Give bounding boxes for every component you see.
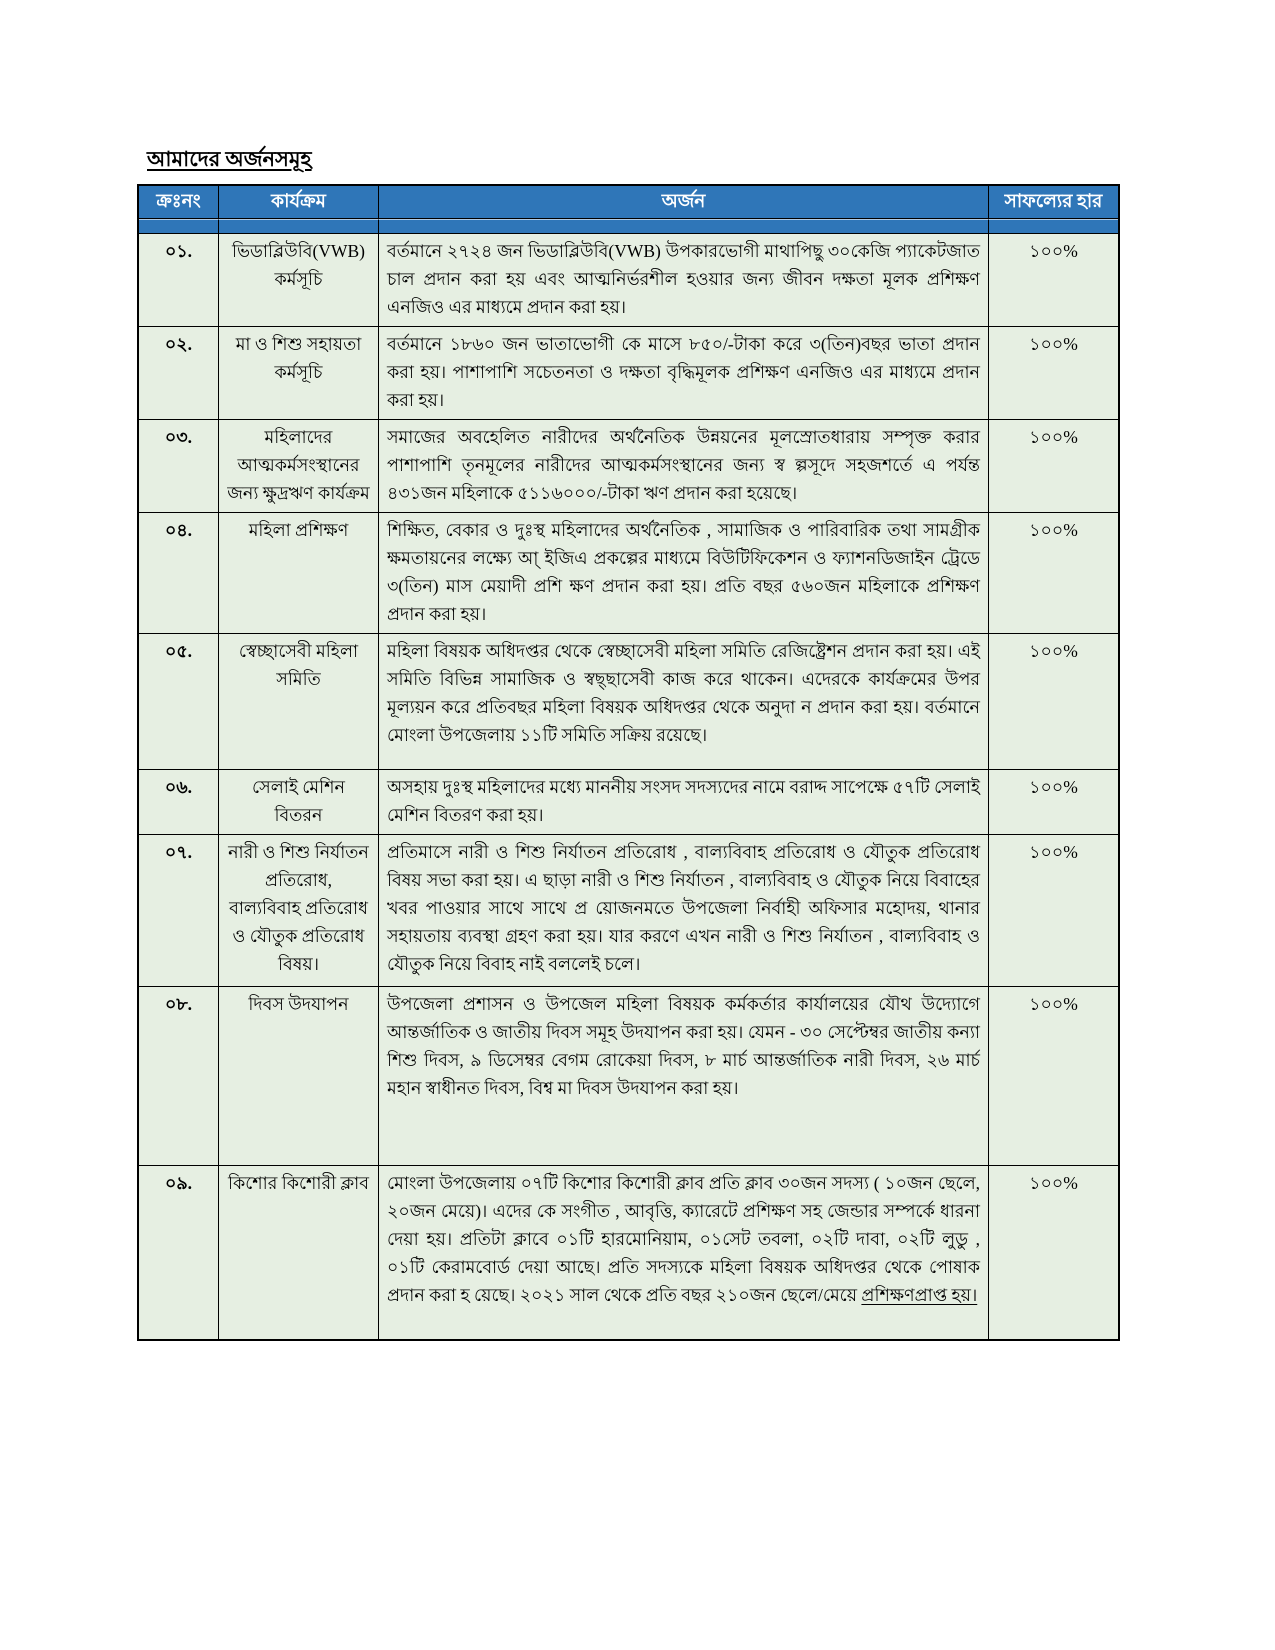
serial-cell: ০৩. xyxy=(139,420,219,513)
table-header-row xyxy=(139,186,1118,219)
document-page xyxy=(137,143,1122,1341)
program-cell: মা ও শিশু সহায়তা কর্মসূচি xyxy=(219,327,379,420)
serial-cell: ০৪. xyxy=(139,513,219,634)
header-strip-cell xyxy=(989,219,1118,234)
achievement-cell: উপজেলা প্রশাসন ও উপজেল মহিলা বিষয়ক কর্মকর্তার কার্যালয়ের যৌথ উদ্যোগে আন্তর্জাতিক ও জাতীয় দিবস সমূহ উদযাপন করা হয়। যেমন - ৩০ সেপ্টেম্বর জাতীয় কন্যা শিশু দিবস, ৯ ডিসেম্বর বেগম রোকেয়া দিবস, ৮ মার্চ আন্তর্জাতিক নারী দিবস, ২৬ মার্চ মহান স্বাধীনত দিবস, বিশ্ব মা দিবস উদযাপন করা হয়। xyxy=(379,987,989,1166)
rate-cell: ১০০% xyxy=(989,234,1118,327)
achievement-cell: মহিলা বিষয়ক অধিদপ্তর থেকে স্বেচ্ছাসেবী মহিলা সমিতি রেজিষ্ট্রেশন প্রদান করা হয়। এই সমিতি বিভিন্ন সামাজিক ও স্বছ্ছাসেবী কাজ করে থাকেন। এদেরকে কার্যক্রমের উপর মূল্যয়ন করে প্রতিবছর মহিলা বিষয়ক অধিদপ্তর থেকে অনুদা ন প্রদান করা হয়। বর্তমানে মোংলা উপজেলায় ১১টি সমিতি সক্রিয় রয়েছে। xyxy=(379,634,989,770)
rate-cell: ১০০% xyxy=(989,835,1118,987)
program-cell: স্বেচ্ছাসেবী মহিলা সমিতি xyxy=(219,634,379,770)
achievement-text: মোংলা উপজেলায় ০৭টি কিশোর কিশোরী ক্লাব প্রতি ক্লাব ৩০জন সদস্য ( ১০জন ছেলে, ২০জন মেয়ে)। এদের কে সংগীত , আবৃত্তি, ক্যারেটে প্রশিক্ষণ সহ জেন্ডার সম্পর্কে ধারনা দেয়া হয়। প্রতিটা ক্লাবে ০১টি হারমোনিয়াম, ০১সেট তবলা, ০২টি দাবা, ০২টি লুডু , ০১টি কেরামবোর্ড দেয়া আছে। প্রতি সদস্যকে মহিলা বিষয়ক অধিদপ্তর থেকে পোষাক প্রদান করা হ য়েছে। ২০২১ সাল থেকে প্রতি বছর ২১০জন ছেলে/মেয়ে xyxy=(387,1173,980,1306)
table-row xyxy=(139,835,1118,987)
header-strip-cell xyxy=(219,219,379,234)
table-row xyxy=(139,634,1118,770)
header-strip-cell xyxy=(139,219,219,234)
achievement-cell xyxy=(379,1166,989,1339)
header-strip-cell xyxy=(379,219,989,234)
achievement-cell: বর্তমানে ১৮৬০ জন ভাতাভোগী কে মাসে ৮৫০/-টাকা করে ৩(তিন)বছর ভাতা প্রদান করা হয়। পাশাপাশি সচেতনতা ও দক্ষতা বৃদ্ধিমূলক প্রশিক্ষণ এনজিও এর মাধ্যমে প্রদান করা হয়। xyxy=(379,327,989,420)
program-cell: দিবস উদযাপন xyxy=(219,987,379,1166)
table-row xyxy=(139,513,1118,634)
program-cell: সেলাই মেশিন বিতরন xyxy=(219,770,379,835)
table-row xyxy=(139,1166,1118,1339)
page-title: আমাদের অর্জনসমূহ xyxy=(147,147,312,171)
table-row xyxy=(139,770,1118,835)
rate-cell: ১০০% xyxy=(989,420,1118,513)
serial-cell: ০৮. xyxy=(139,987,219,1166)
table-header-strip-row xyxy=(139,219,1118,234)
achievements-table xyxy=(137,184,1120,1341)
program-cell: মহিলাদের আত্মকর্মসংস্থানের জন্য ক্ষুদ্রঋণ কার্যক্রম xyxy=(219,420,379,513)
header-success-rate: সাফল্যের হার xyxy=(989,186,1118,219)
serial-cell: ০৫. xyxy=(139,634,219,770)
program-cell: ভিডাব্লিউবি(VWB) কর্মসূচি xyxy=(219,234,379,327)
table-row xyxy=(139,987,1118,1166)
program-cell: কিশোর কিশোরী ক্লাব xyxy=(219,1166,379,1339)
achievement-cell: বর্তমানে ২৭২৪ জন ভিডাব্লিউবি(VWB) উপকারভোগী মাথাপিছু ৩০কেজি প্যাকেটজাত চাল প্রদান করা হয় এবং আত্মনির্ভরশীল হওয়ার জন্য জীবন দক্ষতা মূলক প্রশিক্ষণ এনজিও এর মাধ্যমে প্রদান করা হয়। xyxy=(379,234,989,327)
program-cell: নারী ও শিশু নির্যাতন প্রতিরোধ, বাল্যবিবাহ প্রতিরোধ ও যৌতুক প্রতিরোধ বিষয়। xyxy=(219,835,379,987)
rate-cell: ১০০% xyxy=(1029,1173,1078,1194)
achievement-underlined-text: প্রশিক্ষণপ্রাপ্ত হয়। xyxy=(861,1285,978,1306)
serial-cell: ০৭. xyxy=(139,835,219,987)
header-serial: ক্রঃনং xyxy=(139,186,219,219)
serial-cell: ০৬. xyxy=(139,770,219,835)
achievement-cell: শিক্ষিত, বেকার ও দুঃস্থ মহিলাদের অর্থনৈতিক , সামাজিক ও পারিবারিক তথা সামগ্রীক ক্ষমতায়নের লক্ষ্যে আ্ ইজিএ প্রকল্পের মাধ্যমে বিউটিফিকেশন ও ফ্যাশনডিজাইন ট্রেডে ৩(তিন) মাস মেয়াদী প্রশি ক্ষণ প্রদান করা হয়। প্রতি বছর ৫৬০জন মহিলাকে প্রশিক্ষণ প্রদান করা হয়। xyxy=(379,513,989,634)
table-row xyxy=(139,234,1118,327)
rate-cell: ১০০% xyxy=(989,770,1118,835)
header-achievement: অর্জন xyxy=(379,186,989,219)
achievement-cell: সমাজের অবহেলিত নারীদের অর্থনৈতিক উন্নয়নের মূলস্রোতধারায় সম্পৃক্ত করার পাশাপাশি তৃনমূলের নারীদের আত্মকর্মসংস্থানের জন্য স্ব ল্পসূদে সহজশর্তে এ পর্যন্ত ৪৩১জন মহিলাকে ৫১১৬০০০/-টাকা ঋণ প্রদান করা হয়েছে। xyxy=(379,420,989,513)
rate-cell: ১০০% xyxy=(989,634,1118,770)
serial-cell: ০১. xyxy=(139,234,219,327)
table-row xyxy=(139,327,1118,420)
rate-cell: ১০০% xyxy=(989,987,1118,1166)
rate-cell: ১০০% xyxy=(989,513,1118,634)
rate-cell: ১০০% xyxy=(989,327,1118,420)
header-program: কার্যক্রম xyxy=(219,186,379,219)
serial-cell: ০৯. xyxy=(139,1166,219,1339)
table-row xyxy=(139,420,1118,513)
serial-cell: ০২. xyxy=(139,327,219,420)
achievement-cell: প্রতিমাসে নারী ও শিশু নির্যাতন প্রতিরোধ , বাল্যবিবাহ প্রতিরোধ ও যৌতুক প্রতিরোধ বিষয় সভা করা হয়। এ ছাড়া নারী ও শিশু নির্যাতন , বাল্যবিবাহ ও যৌতুক নিয়ে বিবাহের খবর পাওয়ার সাথে সাথে প্র য়োজনমতে উপজেলা নির্বাহী অফিসার মহোদয়, থানার সহায়তায় ব্যবস্থা গ্রহণ করা হয়। যার করণে এখন নারী ও শিশু নির্যাতন , বাল্যবিবাহ ও যৌতুক নিয়ে বিবাহ নাই বললেই চলে। xyxy=(379,835,989,987)
program-cell: মহিলা প্রশিক্ষণ xyxy=(219,513,379,634)
achievement-cell: অসহায় দুঃস্থ মহিলাদের মধ্যে মাননীয় সংসদ সদস্যদের নামে বরাদ্দ সাপেক্ষে ৫৭টি সেলাই মেশিন বিতরণ করা হয়। xyxy=(379,770,989,835)
